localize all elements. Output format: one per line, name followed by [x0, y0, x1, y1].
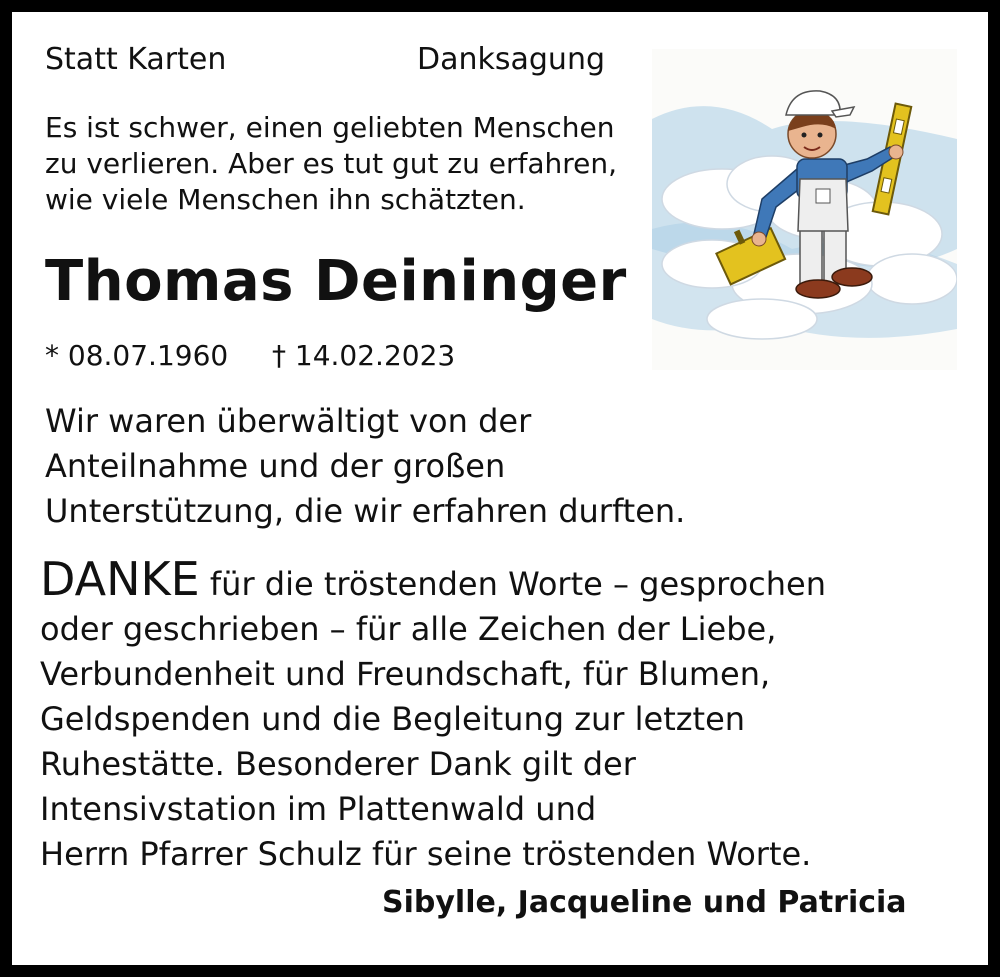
- paragraph-line: Anteilnahme und der großen: [45, 447, 506, 485]
- deceased-name: Thomas Deininger: [45, 249, 627, 314]
- death-date: † 14.02.2023: [272, 339, 456, 372]
- thanks-paragraph: [40, 552, 826, 877]
- signature: Sibylle, Jacqueline und Patricia: [382, 885, 907, 920]
- birth-date: * 08.07.1960: [45, 339, 229, 372]
- intro-line: Es ist schwer, einen geliebten Menschen: [45, 111, 615, 144]
- illustration-svg: [652, 49, 957, 370]
- paragraph-line: Ruhestätte. Besonderer Dank gilt der: [40, 745, 636, 783]
- paragraph-line-rest: für die tröstenden Worte – gesprochen: [199, 565, 826, 603]
- intro-line: wie viele Menschen ihn schätzten.: [45, 183, 526, 216]
- paragraph-line: [40, 552, 826, 607]
- intro-line: zu verlieren. Aber es tut gut zu erfahren,: [45, 147, 618, 180]
- paragraph-line: oder geschrieben – für alle Zeichen der Liebe,: [40, 610, 777, 648]
- danksagung-label: Danksagung: [417, 42, 605, 77]
- paragraph-line: Unterstützung, die wir erfahren durften.: [45, 492, 686, 530]
- statt-karten-label: Statt Karten: [45, 42, 227, 77]
- gratitude-paragraph: [45, 399, 685, 534]
- paragraph-line: Wir waren überwältigt von der: [45, 402, 532, 440]
- paragraph-line: Geldspenden und die Begleitung zur letzten: [40, 700, 746, 738]
- paragraph-line: Herrn Pfarrer Schulz für seine tröstenden Worte.: [40, 835, 812, 873]
- craftsman-on-clouds-illustration: [652, 49, 957, 370]
- paragraph-line: Verbundenheit und Freundschaft, für Blumen,: [40, 655, 771, 693]
- intro-text: [45, 110, 645, 218]
- danke-lead-word: DANKE: [40, 552, 200, 606]
- paragraph-line: Intensivstation im Plattenwald und: [40, 790, 597, 828]
